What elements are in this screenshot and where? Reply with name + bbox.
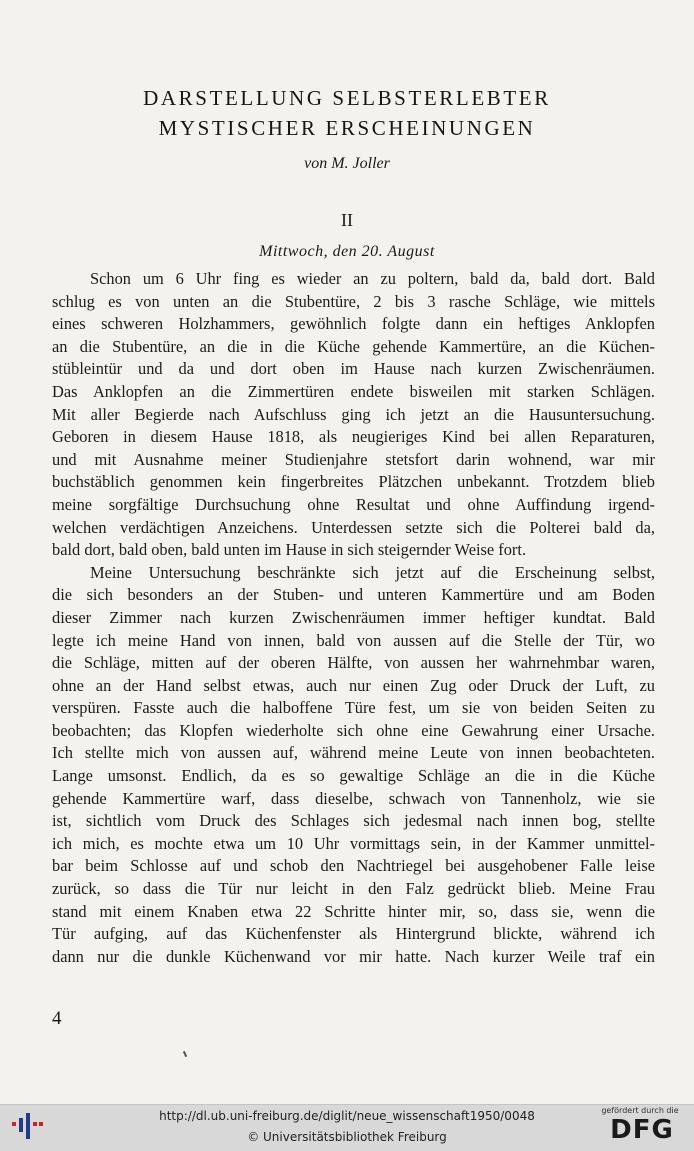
- text-line: ich mich, es mochte etwa um 10 Uhr vormittags sein, in der Kammer unmittel-: [52, 833, 655, 853]
- text-line: an die Stubentüre, an die in die Küche gehende Kammertüre, an die Küchen-: [52, 336, 655, 356]
- text-line: gehende Kammertüre warf, dass dieselbe, schwach von Tannenholz, wie sie: [52, 788, 655, 808]
- text-line: eines schweren Holzhammers, gewöhnlich folgte dann ein heftiges Anklopfen: [52, 314, 655, 334]
- source-url-link[interactable]: http://dl.ub.uni-freiburg.de/diglit/neue_wissenschaft1950/0048: [159, 1109, 535, 1123]
- page-number: 4: [52, 1008, 62, 1029]
- paragraph-2: [52, 562, 655, 969]
- text-line: bald dort, bald oben, bald unten im Hause in sich steigernder Weise fort.: [52, 540, 527, 560]
- text-line: und mit Ausnahme meiner Studienjahre stetsfort darin wohnend, war mir: [52, 449, 655, 469]
- text-line: zurück, so dass die Tür nur leicht in den Falz gedrückt blieb. Meine Frau: [52, 879, 655, 899]
- text-line: Ich stellte mich von aussen auf, während meine Leute von innen beobachteten.: [52, 743, 655, 763]
- text-line: beobachten; das Klopfen wiederholte sich ohne eine Gewahrung einer Ursache.: [52, 720, 655, 740]
- text-line: bar beim Schlosse auf und schob den Nachtriegel bei ausgehobener Falle leise: [52, 856, 655, 876]
- body-text: [52, 268, 655, 968]
- text-line: buchstäblich genommen kein fingerbreites Plätzchen unbekannt. Trotzdem blieb: [52, 472, 655, 492]
- author-byline: von M. Joller: [304, 155, 390, 172]
- text-line: ohne an der Hand selbst etwas, auch nur einen Zug oder Druck der Luft, zu: [52, 675, 655, 695]
- text-line: Lange umsonst. Endlich, da es so gewaltige Schläge an die in die Küche: [52, 766, 655, 786]
- text-line: welchen verdächtigen Anzeichens. Unterdessen setzte sich die Polterei bald da,: [52, 517, 655, 537]
- text-line: Tür aufging, auf das Küchenfenster als Hintergrund blickte, während ich: [52, 924, 655, 944]
- paragraph-1: [52, 268, 655, 562]
- dfg-logo: DFG: [610, 1115, 674, 1145]
- article-title-line-1: DARSTELLUNG SELBSTERLEBTER: [143, 86, 551, 110]
- text-line: ist, sichtlich vom Druck des Schlages sich jedesmal nach innen bog, stellte: [52, 811, 655, 831]
- text-line: verspüren. Fasste auch die halboffene Türe fest, um sie von beiden Seiten zu: [52, 698, 655, 718]
- text-line: dieser Zimmer nach kurzen Zwischenräumen immer heftiger kundtat. Bald: [52, 607, 655, 627]
- copyright-notice: © Universitätsbibliothek Freiburg: [247, 1130, 447, 1144]
- text-line: stübleintür und da und dort oben im Hause nach kurzen Zwischenräumen.: [52, 359, 655, 379]
- scan-speck: [183, 1051, 187, 1057]
- text-line: Schon um 6 Uhr fing es wieder an zu poltern, bald da, bald dort. Bald: [90, 269, 655, 288]
- text-line: Geboren in diesem Hause 1818, als neugieriges Kind bei allen Reparaturen,: [52, 427, 655, 447]
- text-line: dann nur die dunkle Küchenwand vor mir hatte. Nach kurzer Weile traf ein: [52, 946, 655, 966]
- section-number: II: [341, 210, 353, 230]
- text-line: Das Anklopfen an die Zimmertüren endete bisweilen mit starken Schlägen.: [52, 381, 655, 401]
- date-subheading: Mittwoch, den 20. August: [259, 243, 435, 260]
- text-line: legte ich meine Hand von innen, bald von aussen auf die Stelle der Tür, wo: [52, 630, 655, 650]
- funding-note: gefördert durch die: [601, 1106, 679, 1115]
- text-line: die sich besonders an der Stuben- und unteren Kammertüre und am Boden: [52, 585, 655, 605]
- text-line: Mit aller Begierde nach Aufschluss ging ich jetzt an die Hausuntersuchung.: [52, 404, 655, 424]
- article-title-line-2: MYSTISCHER ERSCHEINUNGEN: [158, 116, 536, 140]
- text-line: schlug es von unten an die Stubentüre, 2 bis 3 rasche Schläge, wie mittels: [52, 291, 655, 311]
- text-line: meine sorgfältige Durchsuchung ohne Resultat und ohne Auffindung irgend-: [52, 494, 655, 514]
- text-line: stand mit einem Knaben etwa 22 Schritte hinter mir, so, dass sie, wenn die: [52, 901, 655, 921]
- text-line: die Schläge, mitten auf der oberen Hälfte, von aussen her wahrnehmbar waren,: [52, 653, 655, 673]
- text-line: Meine Untersuchung beschränkte sich jetzt auf die Erscheinung selbst,: [90, 562, 655, 582]
